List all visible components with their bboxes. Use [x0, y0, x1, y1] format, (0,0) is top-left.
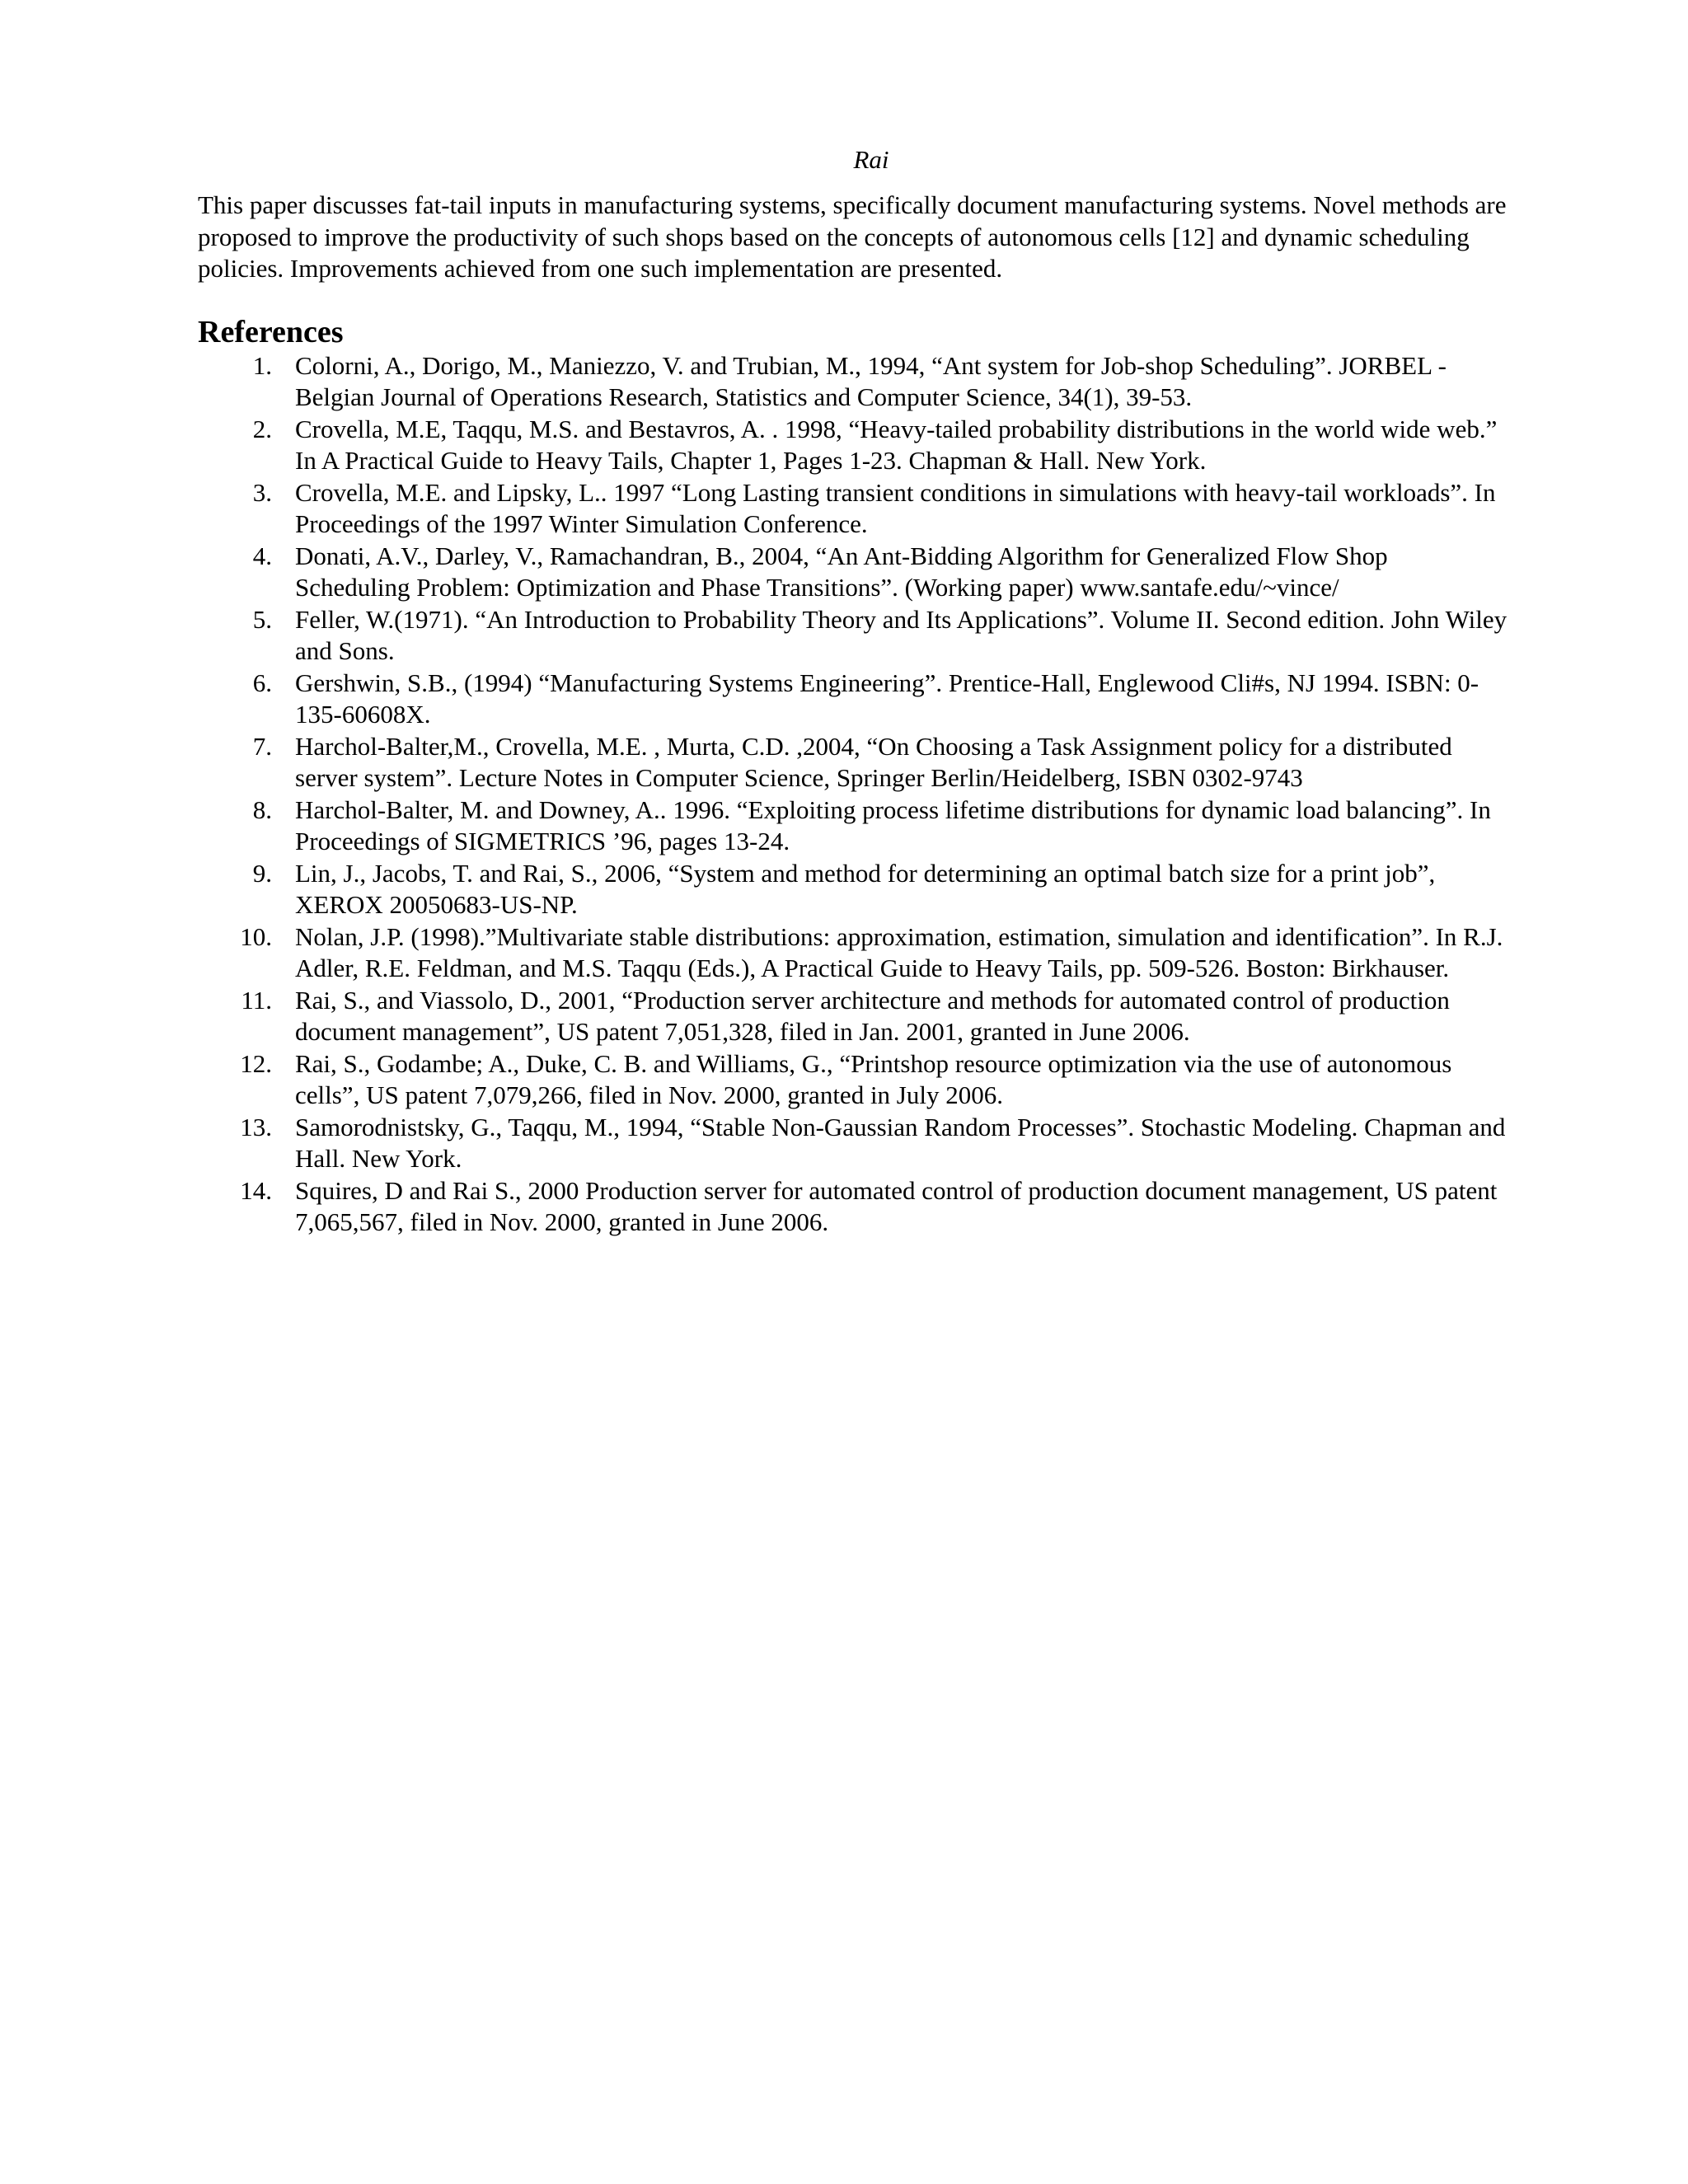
reference-number: 2.	[252, 414, 272, 443]
reference-text: Gershwin, S.B., (1994) “Manufacturing Systems Engineering”. Prentice-Hall, Englewood Cli#s, NJ 1994. ISBN: 0-135-60608X.	[295, 668, 1479, 729]
reference-item	[198, 1112, 1508, 1175]
reference-item	[198, 541, 1508, 604]
reference-number: 11.	[241, 985, 272, 1015]
reference-text: Rai, S., and Viassolo, D., 2001, “Production server architecture and methods for automated control of production document management”, US patent 7,051,328, filed in Jan. 2001, granted in June 2006.	[295, 985, 1450, 1046]
reference-item	[198, 731, 1508, 794]
reference-number: 3.	[252, 477, 272, 507]
reference-item	[198, 858, 1508, 921]
reference-number: 1.	[252, 350, 272, 380]
reference-text: Crovella, M.E. and Lipsky, L.. 1997 “Long Lasting transient conditions in simulations with heavy-tail workloads”. In Proceedings of the 1997 Winter Simulation Conference.	[295, 477, 1496, 538]
reference-number: 8.	[252, 794, 272, 824]
reference-text: Rai, S., Godambe; A., Duke, C. B. and Williams, G., “Printshop resource optimization via the use of autonomous cells”, US patent 7,079,266, filed in Nov. 2000, granted in July 2006.	[295, 1048, 1452, 1109]
reference-number: 5.	[252, 604, 272, 634]
reference-item	[198, 794, 1508, 858]
reference-text: Colorni, A., Dorigo, M., Maniezzo, V. and Trubian, M., 1994, “Ant system for Job-shop Scheduling”. JORBEL - Belgian Journal of Operations Research, Statistics and Computer Science, 34(1), 39-53.	[295, 350, 1447, 411]
reference-text: Squires, D and Rai S., 2000 Production server for automated control of production document management, US patent 7,065,567, filed in Nov. 2000, granted in June 2006.	[295, 1175, 1498, 1236]
references-heading: References	[198, 314, 344, 349]
reference-text: Harchol-Balter,M., Crovella, M.E. , Murta, C.D. ,2004, “On Choosing a Task Assignment policy for a distributed server system”. Lecture Notes in Computer Science, Springer Berlin/Heidelberg, ISBN 0302-9743	[295, 731, 1452, 792]
reference-text: Feller, W.(1971). “An Introduction to Probability Theory and Its Applications”. Volume II. Second edition. John Wiley and Sons.	[295, 604, 1507, 665]
reference-number: 14.	[240, 1175, 272, 1205]
reference-text: Lin, J., Jacobs, T. and Rai, S., 2006, “System and method for determining an optimal batch size for a print job”, XEROX 20050683-US-NP.	[295, 858, 1436, 919]
reference-item	[198, 414, 1508, 477]
reference-text: Nolan, J.P. (1998).”Multivariate stable distributions: approximation, estimation, simulation and identification”. In R.J. Adler, R.E. Feldman, and M.S. Taqqu (Eds.), A Practical Guide to Heavy Tails, pp. 509-526. Boston: Birkhauser.	[295, 921, 1503, 982]
reference-number: 9.	[252, 858, 272, 888]
reference-item	[198, 604, 1508, 668]
reference-number: 4.	[252, 541, 272, 570]
reference-number: 13.	[240, 1112, 272, 1141]
abstract-paragraph: This paper discusses fat-tail inputs in manufacturing systems, specifically document manufacturing systems. Novel methods are proposed to improve the productivity of such shops based on the concepts of autonomous cells [12] and dynamic scheduling policies. Improvements achieved from one such implementation are presented.	[198, 190, 1507, 283]
reference-text: Harchol-Balter, M. and Downey, A.. 1996. “Exploiting process lifetime distributions for dynamic load balancing”. In Proceedings of SIGMETRICS ’96, pages 13-24.	[295, 794, 1491, 855]
reference-number: 10.	[240, 921, 272, 951]
reference-item	[198, 350, 1508, 414]
running-head: Rai	[853, 145, 889, 174]
reference-text: Crovella, M.E, Taqqu, M.S. and Bestavros, A. . 1998, “Heavy-tailed probability distributions in the world wide web.” In A Practical Guide to Heavy Tails, Chapter 1, Pages 1-23. Chapman & Hall. New York.	[295, 414, 1498, 475]
reference-item	[198, 921, 1508, 985]
reference-number: 7.	[252, 731, 272, 761]
reference-item	[198, 985, 1508, 1048]
reference-item	[198, 1175, 1508, 1239]
references-list	[198, 350, 1508, 1239]
reference-item	[198, 668, 1508, 731]
reference-item	[198, 1048, 1508, 1112]
reference-item	[198, 477, 1508, 541]
reference-number: 12.	[240, 1048, 272, 1078]
page-content	[198, 144, 1508, 1239]
reference-text: Samorodnistsky, G., Taqqu, M., 1994, “Stable Non-Gaussian Random Processes”. Stochastic Modeling. Chapman and Hall. New York.	[295, 1112, 1506, 1173]
reference-text: Donati, A.V., Darley, V., Ramachandran, B., 2004, “An Ant-Bidding Algorithm for Generalized Flow Shop Scheduling Problem: Optimization and Phase Transitions”. (Working paper) www.santafe.edu/~vince/	[295, 541, 1388, 602]
reference-number: 6.	[252, 668, 272, 697]
